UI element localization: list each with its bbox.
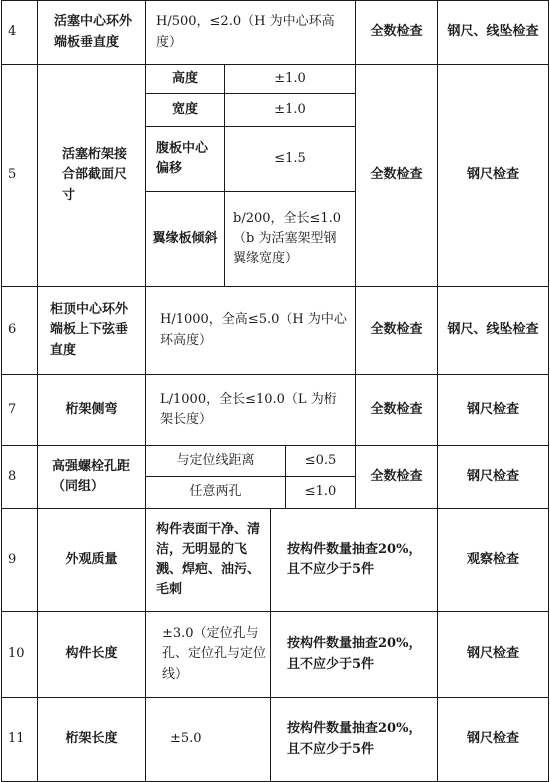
subitem-name: 宽度 [171,101,198,117]
row-number: 8 [8,468,17,484]
row-number: 4 [8,24,17,40]
inspection-method: 钢尺检查 [466,468,519,484]
table-border-right [548,0,549,782]
subitem-value: b/200，全长≤1.0（b 为活塞架型钢翼缘宽度） [233,210,342,267]
inspection-quantity: 全数检查 [370,24,423,40]
row-number: 9 [8,551,17,567]
inspection-quantity: 全数检查 [370,468,423,484]
subitem-name: 翼缘板倾斜 [152,230,218,246]
subitem-name: 腹板中心偏移 [156,140,209,176]
subitem-name: 任意两孔 [189,484,242,500]
tolerance-value: H/500，≤2.0（H 为中心环高度） [156,14,335,50]
inspection-method: 钢尺、线坠检查 [447,24,539,40]
row-number: 11 [8,731,25,747]
tolerance-value: H/1000，全高≤5.0（H 为中心环高度） [160,312,347,348]
inspection-item: 外观质量 [65,551,118,567]
subitem-value: ≤1.0 [304,484,337,500]
inspection-item: 桁架长度 [65,731,118,747]
inspection-method: 钢尺检查 [466,731,519,747]
inspection-item: 桁架侧弯 [65,401,118,417]
inspection-quantity: 全数检查 [370,401,423,417]
inspection-method: 观察检查 [466,551,519,567]
row-number: 6 [8,322,17,338]
inspection-method: 钢尺检查 [466,167,519,183]
inspection-method: 钢尺、线坠检查 [447,322,539,338]
subitem-value: ≤1.5 [274,150,306,166]
row-number: 10 [8,646,25,662]
inspection-item: 高强螺栓孔距（同组） [52,458,131,494]
subitem-value: ≤0.5 [304,452,337,468]
subitem-value: ±1.0 [274,101,306,117]
inspection-quantity: 全数检查 [370,322,423,338]
inspection-quantity: 全数检查 [370,167,423,183]
inspection-method: 钢尺检查 [466,401,519,417]
subitem-name: 高度 [171,70,198,86]
inspection-quantity: 按构件数量抽查20%，且不应少于5件 [287,721,422,757]
tolerance-value: ±3.0（定位孔与孔、定位孔与定位线） [162,626,267,682]
inspection-item: 构件长度 [65,646,118,662]
inspection-quantity: 按构件数量抽查20%，且不应少于5件 [287,541,422,577]
inspection-method: 钢尺检查 [466,646,519,662]
row-number: 7 [8,401,17,417]
inspection-item: 活塞中心环外端板垂直度 [54,14,133,50]
tolerance-value: ±5.0 [170,731,202,747]
row-number: 5 [8,167,17,183]
inspection-item: 活塞桁架接合部截面尺寸 [62,147,128,203]
tolerance-value: 构件表面干净、清洁，无明显的飞溅、焊疤、油污、毛刺 [156,521,261,598]
inspection-item: 柜顶中心环外端板上下弦垂直度 [50,302,129,358]
subitem-name: 与定位线距离 [176,452,255,468]
subitem-value: ±1.0 [274,70,306,86]
tolerance-value: L/1000，全长≤10.0（L 为桁架长度） [160,391,337,427]
inspection-quantity: 按构件数量抽查20%，且不应少于5件 [287,636,422,672]
